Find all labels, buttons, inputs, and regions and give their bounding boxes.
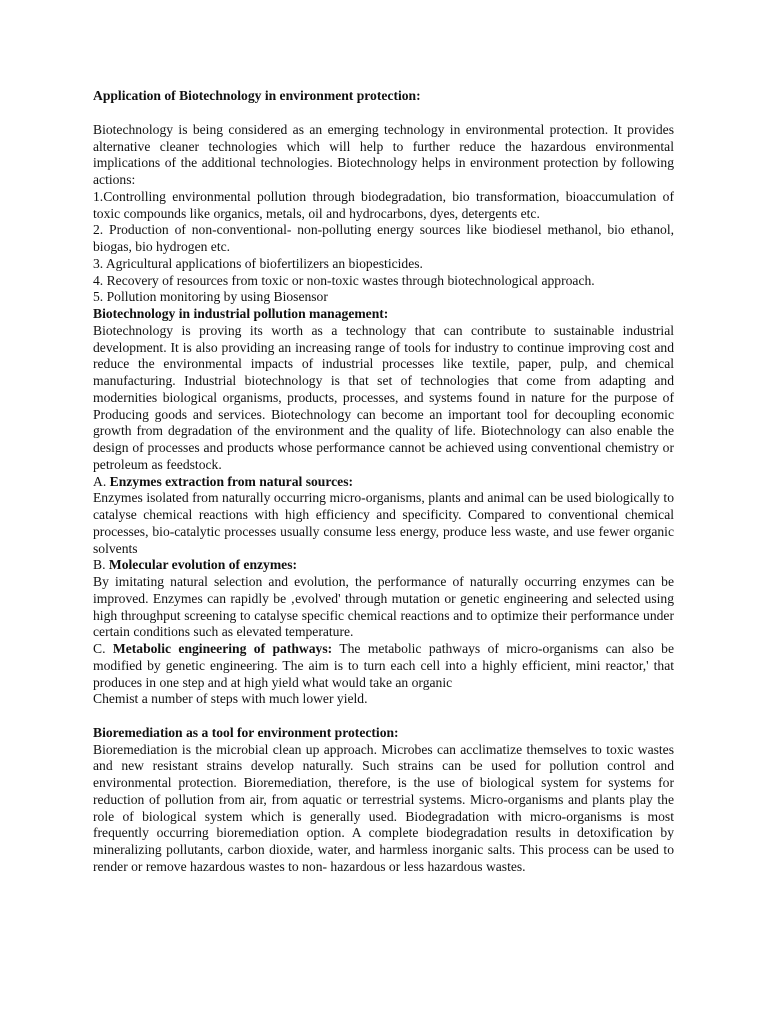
document-title: Application of Biotechnology in environment protection:: [93, 88, 421, 103]
bioremediation-paragraph: Bioremediation is the microbial clean up approach. Microbes can acclimatize themselves to toxic wastes and new resistant strains develop naturally. Such strains can be used for pollution control and environmental protection. Bioremediation, therefore, is the use of biological system for systems for reduction of pollution from air, from aquatic or terrestrial systems. Micro-organisms and plants play the role of biological system which is generally used. Biodegradation with micro-organisms is most frequently occurring bioremediation option. A complete biodegradation results in detoxification by mineralizing pollutants, carbon dioxide, water, and harmless inorganic salts. This process can be used to render or remove hazardous wastes to non- hazardous or less hazardous wastes.: [93, 741, 674, 874]
section-c-body: The metabolic pathways of micro-organisms can also be modified by genetic engineering. The aim is to turn each cell into a highly efficient, mini reactor,' that produces in one step and at high yield what would take an organic: [93, 641, 674, 690]
action-item-2: 2. Production of non-conventional- non-polluting energy sources like biodiesel methanol, bio ethanol, biogas, bio hydrogen etc.: [93, 222, 674, 254]
industrial-paragraph: Biotechnology is proving its worth as a technology that can contribute to sustainable industrial development. It is also providing an increasing range of tools for industry to continue improving cost and reduce the environmental impacts of industrial processes like textile, paper, pulp, and chemical manufacturing. Industrial biotechnology is that set of technologies that come from adapting and modernities biological organisms, products, processes, and systems found in nature for the purpose of Producing goods and services. Biotechnology can become an important tool for decoupling economic growth from degradation of the environment and the quality of life. Biotechnology can also enable the design of processes and products whose performance cannot be achieved using conventional chemistry or petroleum as feedstock.: [93, 322, 674, 472]
intro-paragraph: Biotechnology is being considered as an emerging technology in environmental protection. It provides alternative cleaner technologies which will help to further reduce the hazardous environmental implications of the additional technologies. Biotechnology helps in environment protection by following actions:: [93, 121, 674, 187]
section-a-heading: [93, 474, 674, 491]
section-a-prefix: A.: [93, 473, 110, 489]
section-b-paragraph: By imitating natural selection and evolution, the performance of naturally occurring enzymes can be improved. Enzymes can rapidly be ‚evolved' through mutation or genetic engineering and selected using high throughput screening to catalyse specific chemical reactions and to optimize their performance under certain conditions such as elevated temperature.: [93, 574, 674, 640]
section-b-title: Molecular evolution of enzymes:: [108, 557, 298, 573]
paragraph-gap: [93, 708, 674, 725]
section-a-title: Enzymes extraction from natural sources:: [109, 473, 354, 489]
section-b-heading: [93, 557, 674, 574]
section-c-tail: Chemist a number of steps with much lower yield.: [93, 691, 368, 707]
action-item-4: 4. Recovery of resources from toxic or non-toxic wastes through biotechnological approach.: [93, 272, 595, 288]
action-item-1: 1.Controlling environmental pollution through biodegradation, bio transformation, bioaccumulation of toxic compounds like organics, metals, oil and hydrocarbons, dyes, detergents etc.: [93, 188, 674, 221]
section-c-title: Metabolic engineering of pathways:: [112, 641, 333, 656]
industrial-heading: Biotechnology in industrial pollution management:: [93, 306, 389, 321]
action-item-5: 5. Pollution monitoring by using Biosensor: [93, 289, 328, 305]
section-a-paragraph: Enzymes isolated from naturally occurring micro-organisms, plants and animal can be used biologically to catalyse chemical reactions with high efficiency and specificity. Compared to conventional chemical processes, bio-catalytic processes usually consume less energy, produce less waste, and use fewer organic solvents: [93, 490, 674, 556]
section-c-paragraph: [93, 641, 674, 691]
bioremediation-heading: Bioremediation as a tool for environment protection:: [93, 724, 399, 740]
section-b-prefix: B.: [93, 557, 109, 573]
section-c-prefix: C.: [93, 641, 113, 656]
action-item-3: 3. Agricultural applications of biofertilizers an biopesticides.: [93, 255, 423, 271]
